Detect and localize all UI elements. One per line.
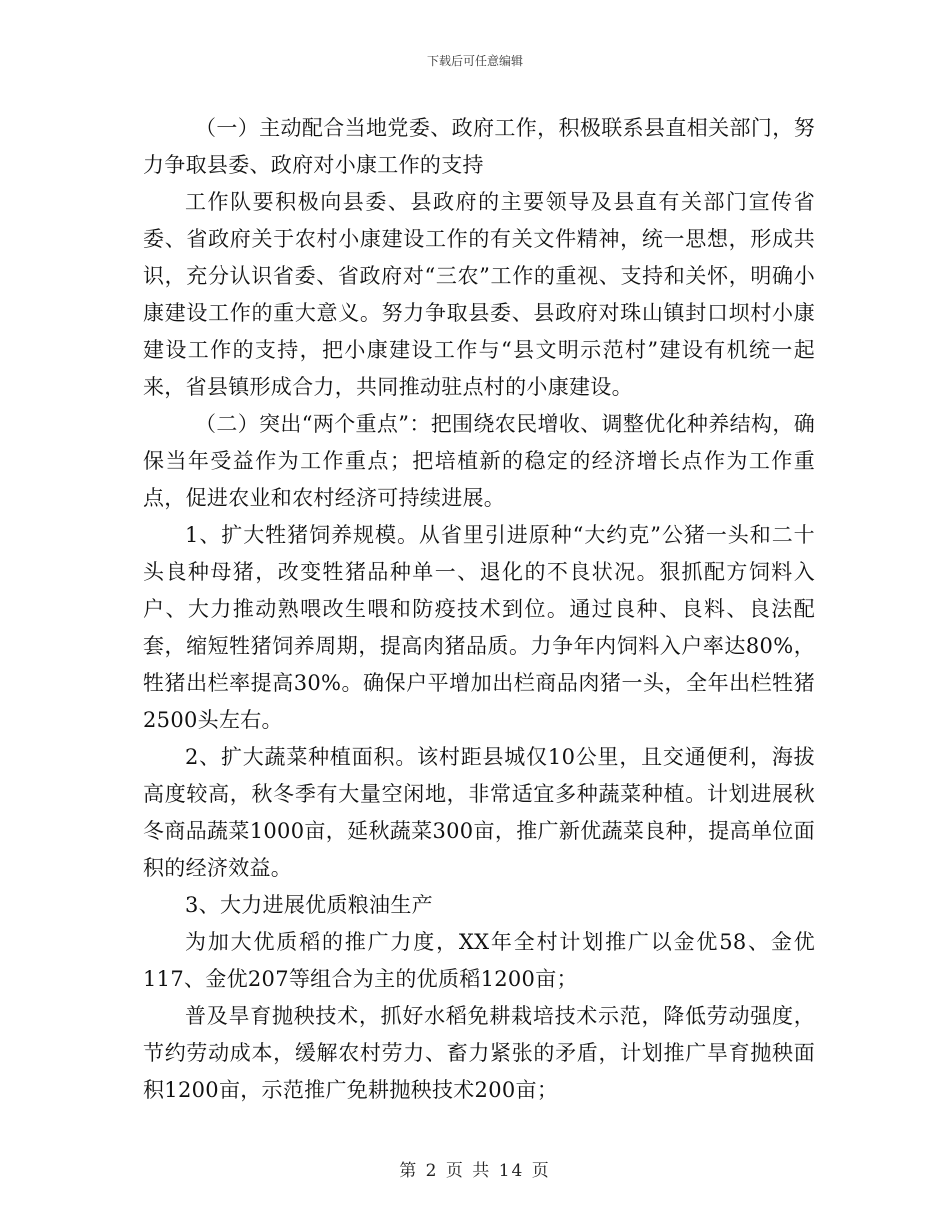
- paragraph: 为加大优质稻的推广力度，XX年全村计划推广以金优58、金优117、金优207等组合为主的优质稻1200亩；: [143, 930, 815, 991]
- page-number: 第 2 页 共 14 页: [399, 1161, 551, 1181]
- section-heading-2: （二）突出“两个重点”：把围绕农民增收、调整优化种养结构，确保当年受益作为工作重点；把培植新的稳定的经济增长点作为工作重点，促进农业和农村经济可持续进展。: [143, 412, 815, 510]
- page-header: [0, 52, 950, 69]
- page-footer: [0, 1156, 950, 1181]
- document-body: [143, 110, 815, 1109]
- paragraph: 2、扩大蔬菜种植面积。该村距县城仅10公里，且交通便利，海拔高度较高，秋冬季有大量空闲地，非常适宜多种蔬菜种植。计划进展秋冬商品蔬菜1000亩，延秋蔬菜300亩，推广新优蔬菜良种，提高单位面积的经济效益。: [143, 745, 815, 880]
- paragraph: 3、大力进展优质粮油生产: [185, 893, 433, 917]
- header-note: 下载后可任意编辑: [426, 54, 523, 68]
- section-heading-1: （一）主动配合当地党委、政府工作，积极联系县直相关部门，努力争取县委、政府对小康工作的支持: [143, 116, 815, 177]
- paragraph: 工作队要积极向县委、县政府的主要领导及县直有关部门宣传省委、省政府关于农村小康建设工作的有关文件精神，统一思想，形成共识，充分认识省委、省政府对“三农”工作的重视、支持和关怀，明确小康建设工作的重大意义。努力争取县委、县政府对珠山镇封口坝村小康建设工作的支持，把小康建设工作与“县文明示范村”建设有机统一起来，省县镇形成合力，共同推动驻点村的小康建设。: [143, 190, 815, 399]
- paragraph: 1、扩大牲猪饲养规模。从省里引进原种“大约克”公猪一头和二十头良种母猪，改变牲猪品种单一、退化的不良状况。狠抓配方饲料入户、大力推动熟喂改生喂和防疫技术到位。通过良种、良料、良法配套，缩短牲猪饲养周期，提高肉猪品质。力争年内饲料入户率达80%，牲猪出栏率提高30%。确保户平增加出栏商品肉猪一头，全年出栏牲猪2500头左右。: [143, 523, 815, 732]
- paragraph: 普及旱育抛秧技术，抓好水稻免耕栽培技术示范，降低劳动强度，节约劳动成本，缓解农村劳力、畜力紧张的矛盾，计划推广旱育抛秧面积1200亩，示范推广免耕抛秧技术200亩；: [143, 1004, 815, 1102]
